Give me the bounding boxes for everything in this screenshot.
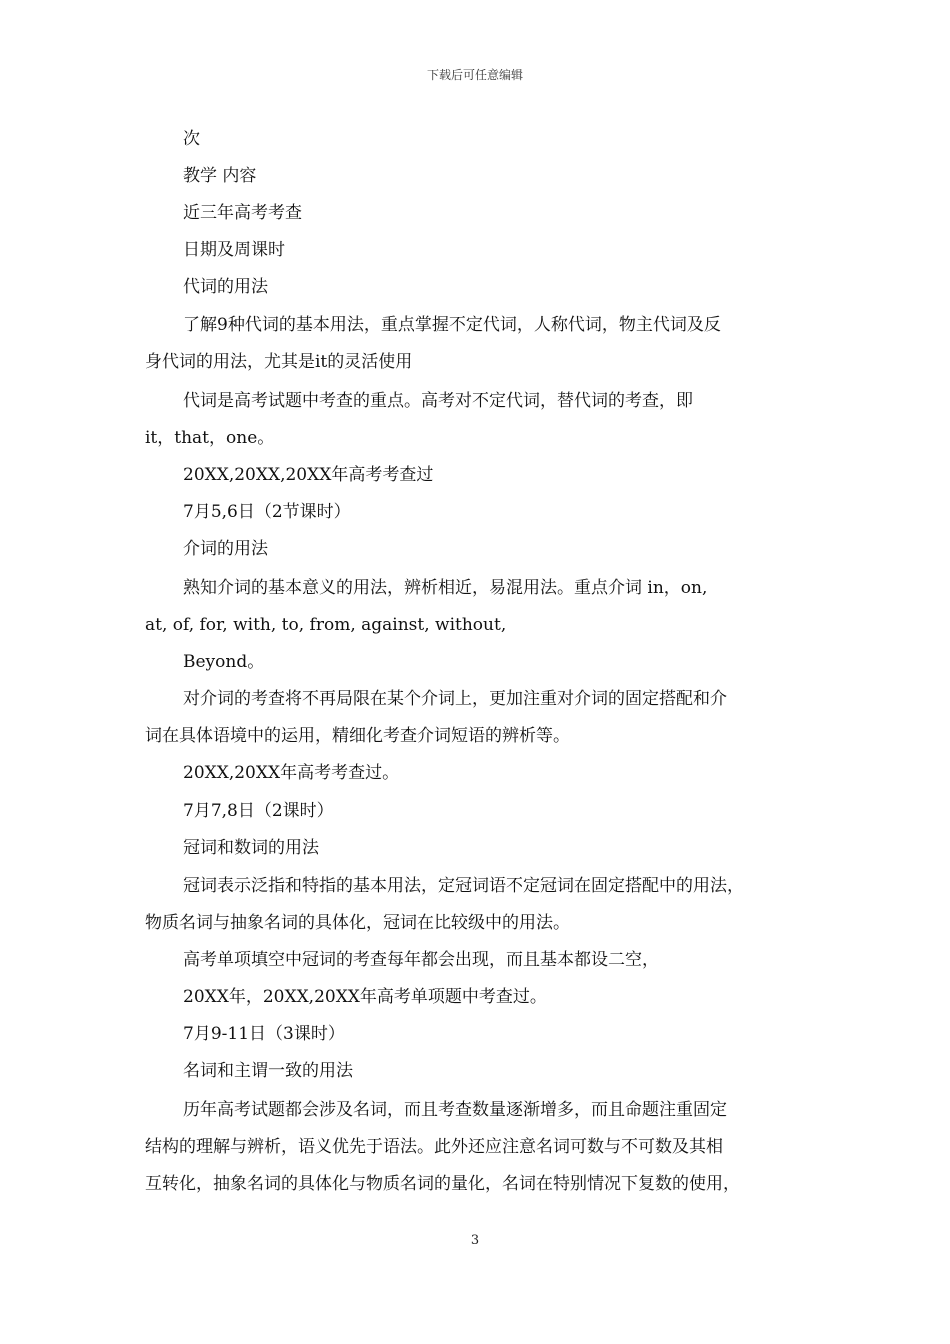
text-line: 7月5,6日（2节课时） — [183, 502, 351, 522]
text-line: at, of, for, with, to, from, against, without, — [145, 615, 507, 635]
text-line: 教学 内容 — [183, 166, 257, 186]
text-line: 名词和主谓一致的用法 — [183, 1061, 353, 1081]
text-line: 7月9-11日（3课时） — [183, 1024, 345, 1044]
text-line: 物质名词与抽象名词的具体化，冠词在比较级中的用法。 — [145, 913, 570, 933]
text-line: 代词的用法 — [183, 277, 268, 297]
text-line: 介词的用法 — [183, 539, 268, 559]
text-line: it，that，one。 — [145, 428, 275, 448]
text-line: 冠词和数词的用法 — [183, 838, 319, 858]
page-number: 3 — [470, 1233, 480, 1248]
text-line: 身代词的用法，尤其是it的灵活使用 — [145, 352, 413, 372]
text-line: 次 — [183, 129, 200, 149]
text-line: Beyond。 — [183, 652, 265, 672]
text-line: 20XX,20XX年高考考查过。 — [183, 763, 400, 783]
text-line: 7月7,8日（2课时） — [183, 801, 334, 821]
text-line: 近三年高考考查 — [183, 203, 302, 223]
text-line: 高考单项填空中冠词的考查每年都会出现，而且基本都设二空， — [183, 950, 659, 970]
text-line: 日期及周课时 — [183, 240, 285, 260]
text-line: 历年高考试题都会涉及名词，而且考查数量逐渐增多，而且命题注重固定 — [183, 1100, 727, 1120]
text-line: 20XX,20XX,20XX年高考考查过 — [183, 465, 434, 485]
text-line: 对介词的考查将不再局限在某个介词上，更加注重对介词的固定搭配和介 — [183, 689, 727, 709]
text-line: 熟知介词的基本意义的用法，辨析相近，易混用法。重点介词 in，on, — [183, 578, 708, 598]
text-line: 了解9种代词的基本用法，重点掌握不定代词，人称代词，物主代词及反 — [183, 315, 721, 335]
text-line: 词在具体语境中的运用，精细化考查介词短语的辨析等。 — [145, 726, 570, 746]
text-line: 代词是高考试题中考查的重点。高考对不定代词，替代词的考查，即 — [183, 391, 693, 411]
text-line: 20XX年，20XX,20XX年高考单项题中考查过。 — [183, 987, 547, 1007]
text-line: 结构的理解与辨析，语义优先于语法。此外还应注意名词可数与不可数及其相 — [145, 1137, 723, 1157]
text-line: 互转化，抽象名词的具体化与物质名词的量化，名词在特别情况下复数的使用， — [145, 1174, 740, 1194]
page-header: 下载后可任意编辑 — [426, 68, 523, 82]
text-line: 冠词表示泛指和特指的基本用法，定冠词语不定冠词在固定搭配中的用法， — [183, 876, 744, 896]
